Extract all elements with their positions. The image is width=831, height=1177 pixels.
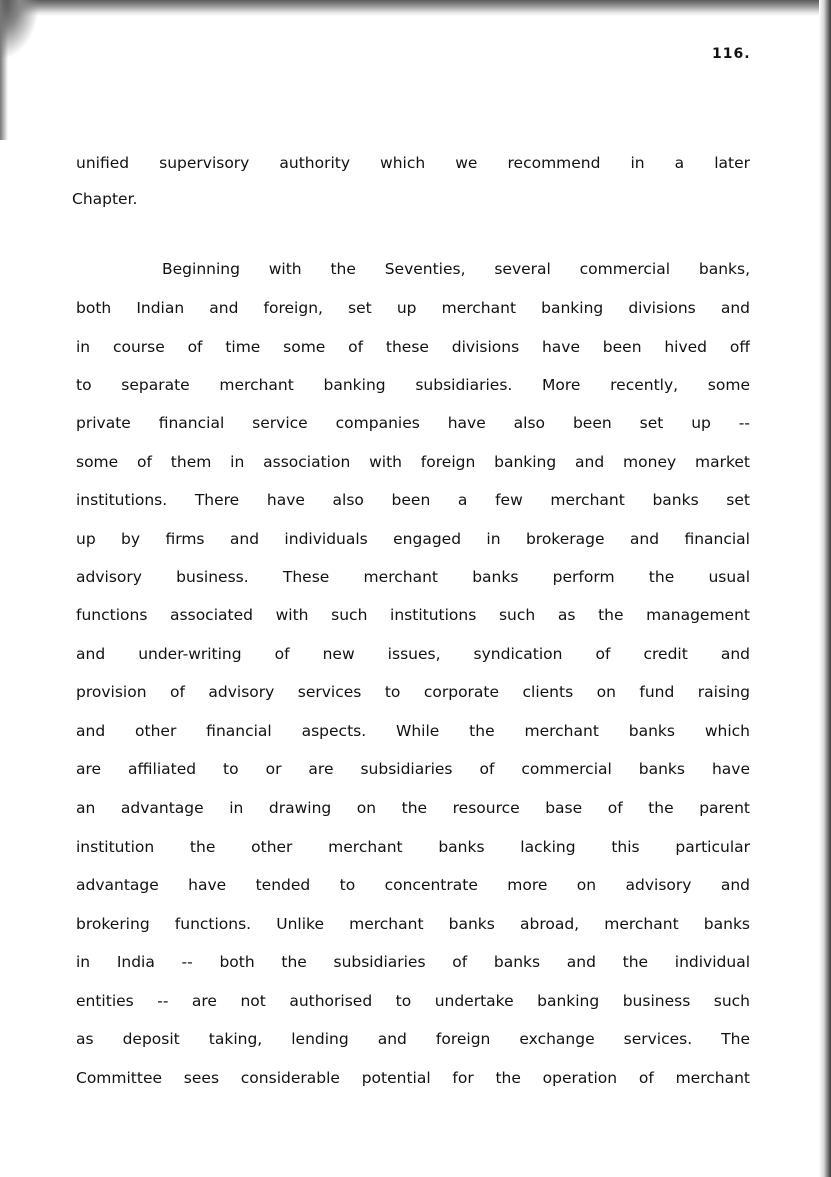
- text-line: an advantage in drawing on the resource base of the parent: [76, 799, 750, 817]
- text-line: unified supervisory authority which we recommend in a later: [76, 154, 750, 172]
- scan-right-edge: [819, 0, 831, 1177]
- text-line: both Indian and foreign, set up merchant banking divisions and: [76, 299, 750, 317]
- text-line: some of them in association with foreign banking and money market: [76, 453, 750, 471]
- text-line: in course of time some of these divisions have been hived off: [76, 338, 750, 356]
- text-line: private financial service companies have also been set up --: [76, 414, 750, 432]
- scan-left-shadow: [0, 0, 8, 140]
- page-number: 116.: [712, 46, 751, 62]
- text-line: are affiliated to or are subsidiaries of commercial banks have: [76, 760, 750, 778]
- text-line: advantage have tended to concentrate more on advisory and: [76, 876, 750, 894]
- text-line: Committee sees considerable potential for the operation of merchant: [76, 1069, 750, 1087]
- text-line: entities -- are not authorised to undertake banking business such: [76, 992, 750, 1010]
- text-line: and other financial aspects. While the merchant banks which: [76, 722, 750, 740]
- text-line: provision of advisory services to corporate clients on fund raising: [76, 683, 750, 701]
- text-line: as deposit taking, lending and foreign exchange services. The: [76, 1030, 750, 1048]
- text-line: functions associated with such institutions such as the management: [76, 606, 750, 624]
- scan-top-edge: [0, 0, 831, 16]
- text-line: Chapter.: [72, 190, 138, 208]
- text-line: brokering functions. Unlike merchant banks abroad, merchant banks: [76, 915, 750, 933]
- text-line: and under-writing of new issues, syndication of credit and: [76, 645, 750, 663]
- text-line: institution the other merchant banks lacking this particular: [76, 838, 750, 856]
- text-line: to separate merchant banking subsidiaries. More recently, some: [76, 376, 750, 394]
- text-line: Beginning with the Seventies, several commercial banks,: [162, 260, 750, 278]
- text-line: advisory business. These merchant banks perform the usual: [76, 568, 750, 586]
- text-line: institutions. There have also been a few merchant banks set: [76, 491, 750, 509]
- text-line: in India -- both the subsidiaries of banks and the individual: [76, 953, 750, 971]
- text-line: up by firms and individuals engaged in brokerage and financial: [76, 530, 750, 548]
